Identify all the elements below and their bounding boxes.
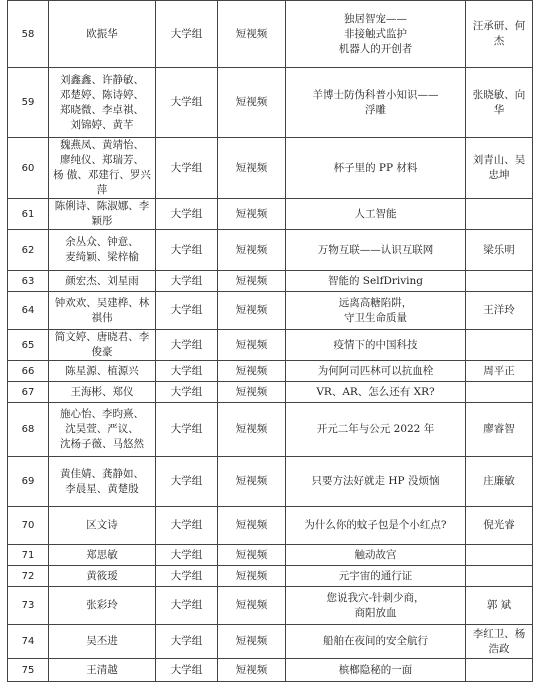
row-number: 72	[8, 566, 49, 587]
row-number: 73	[8, 587, 49, 625]
row-number: 63	[8, 271, 49, 292]
row-group: 大学组	[156, 566, 218, 587]
row-members: 张彩玲	[49, 587, 156, 625]
row-category: 短视频	[218, 68, 286, 138]
row-group: 大学组	[156, 403, 218, 457]
row-number: 74	[8, 625, 49, 659]
row-number: 59	[8, 68, 49, 138]
table-row	[8, 330, 533, 361]
table-row	[8, 230, 533, 271]
row-members: 郑思敏	[49, 545, 156, 566]
row-category: 短视频	[218, 457, 286, 507]
row-title: 独居智宠—— 非接触式监护 机器人的开创者	[286, 1, 466, 68]
row-group: 大学组	[156, 361, 218, 382]
row-mentor: 倪光睿	[466, 507, 533, 545]
row-members: 吴丕进	[49, 625, 156, 659]
row-group: 大学组	[156, 457, 218, 507]
row-members: 区文诗	[49, 507, 156, 545]
row-members: 余丛众、钟意、 麦绮颖、梁梓榆	[49, 230, 156, 271]
row-category: 短视频	[218, 625, 286, 659]
row-title: VR、AR、怎么还有 XR?	[286, 382, 466, 403]
row-category: 短视频	[218, 659, 286, 682]
row-number: 71	[8, 545, 49, 566]
row-mentor: 梁乐明	[466, 230, 533, 271]
table-row	[8, 138, 533, 199]
results-table	[7, 0, 533, 682]
row-mentor	[466, 545, 533, 566]
row-category: 短视频	[218, 199, 286, 230]
table-row	[8, 625, 533, 659]
row-number: 67	[8, 382, 49, 403]
table-row	[8, 659, 533, 682]
row-members: 简文婷、唐晓君、李俊豪	[49, 330, 156, 361]
table-row	[8, 382, 533, 403]
row-category: 短视频	[218, 587, 286, 625]
row-mentor: 郭 斌	[466, 587, 533, 625]
row-members: 刘鑫鑫、许静敏、 邓楚婷、陈诗婷、 郑晓微、李卓祺、 刘锦婷、黄芊	[49, 68, 156, 138]
row-members: 王清越	[49, 659, 156, 682]
table-row	[8, 1, 533, 68]
row-mentor: 张晓敏、向 华	[466, 68, 533, 138]
row-group: 大学组	[156, 545, 218, 566]
row-mentor: 汪承研、何 杰	[466, 1, 533, 68]
row-category: 短视频	[218, 1, 286, 68]
row-members: 魏燕凤、黄靖怡、 廖纯仪、郑瑞芳、 杨 傲、邓建行、罗兴萍	[49, 138, 156, 199]
row-title: 杯子里的 PP 材料	[286, 138, 466, 199]
row-group: 大学组	[156, 507, 218, 545]
row-mentor	[466, 330, 533, 361]
row-mentor: 廖睿智	[466, 403, 533, 457]
row-group: 大学组	[156, 1, 218, 68]
row-group: 大学组	[156, 271, 218, 292]
row-title: 开元二年与公元 2022 年	[286, 403, 466, 457]
table-row	[8, 361, 533, 382]
table-row	[8, 403, 533, 457]
row-members: 黄筱瑷	[49, 566, 156, 587]
row-title: 为何阿司匹林可以抗血栓	[286, 361, 466, 382]
row-group: 大学组	[156, 382, 218, 403]
table-row	[8, 271, 533, 292]
row-members: 王海彬、郑仪	[49, 382, 156, 403]
row-mentor: 王洋玲	[466, 292, 533, 330]
table-row	[8, 566, 533, 587]
row-group: 大学组	[156, 292, 218, 330]
row-category: 短视频	[218, 545, 286, 566]
row-number: 75	[8, 659, 49, 682]
row-category: 短视频	[218, 382, 286, 403]
row-number: 64	[8, 292, 49, 330]
row-group: 大学组	[156, 587, 218, 625]
table-row	[8, 199, 533, 230]
row-number: 69	[8, 457, 49, 507]
table-row	[8, 545, 533, 566]
row-members: 黄佳婧、龚静如、 李晨星、黄楚殷	[49, 457, 156, 507]
row-number: 62	[8, 230, 49, 271]
row-number: 60	[8, 138, 49, 199]
table-body	[8, 1, 533, 682]
row-group: 大学组	[156, 330, 218, 361]
row-title: 为什么你的蚊子包是个小红点?	[286, 507, 466, 545]
row-group: 大学组	[156, 625, 218, 659]
row-members: 欧振华	[49, 1, 156, 68]
row-mentor	[466, 271, 533, 292]
row-title: 羊博士防伪科普小知识—— 浮雕	[286, 68, 466, 138]
table-row	[8, 68, 533, 138]
row-number: 66	[8, 361, 49, 382]
row-members: 陈俐诗、陈淑娜、李颖彤	[49, 199, 156, 230]
row-number: 58	[8, 1, 49, 68]
row-title: 您说我穴-针刺少商， 商阳放血	[286, 587, 466, 625]
row-title: 触动故宫	[286, 545, 466, 566]
row-number: 68	[8, 403, 49, 457]
row-group: 大学组	[156, 138, 218, 199]
row-mentor: 李红卫、杨 浩政	[466, 625, 533, 659]
row-category: 短视频	[218, 292, 286, 330]
table-row	[8, 507, 533, 545]
table-row	[8, 587, 533, 625]
row-members: 陈星源、植源兴	[49, 361, 156, 382]
row-group: 大学组	[156, 659, 218, 682]
row-title: 万物互联——认识互联网	[286, 230, 466, 271]
row-category: 短视频	[218, 361, 286, 382]
row-category: 短视频	[218, 566, 286, 587]
row-title: 船舶在夜间的安全航行	[286, 625, 466, 659]
row-group: 大学组	[156, 68, 218, 138]
row-mentor	[466, 199, 533, 230]
row-mentor: 刘青山、吴 忠坤	[466, 138, 533, 199]
row-title: 远离高糖陷阱， 守卫生命质量	[286, 292, 466, 330]
row-title: 智能的 SelfDriving	[286, 271, 466, 292]
row-title: 疫情下的中国科技	[286, 330, 466, 361]
row-group: 大学组	[156, 199, 218, 230]
row-category: 短视频	[218, 403, 286, 457]
row-title: 只要方法好就走 HP 没烦恼	[286, 457, 466, 507]
row-category: 短视频	[218, 271, 286, 292]
row-mentor: 周平正	[466, 361, 533, 382]
row-number: 61	[8, 199, 49, 230]
row-category: 短视频	[218, 507, 286, 545]
row-category: 短视频	[218, 230, 286, 271]
row-group: 大学组	[156, 230, 218, 271]
row-members: 施心怡、李昀熹、 沈昊萱、严议、 沈杨子薇、马悠然	[49, 403, 156, 457]
row-mentor	[466, 382, 533, 403]
row-mentor: 庄廉敏	[466, 457, 533, 507]
row-category: 短视频	[218, 330, 286, 361]
row-number: 65	[8, 330, 49, 361]
row-number: 70	[8, 507, 49, 545]
row-category: 短视频	[218, 138, 286, 199]
table-row	[8, 292, 533, 330]
row-mentor	[466, 659, 533, 682]
row-title: 元宇宙的通行证	[286, 566, 466, 587]
row-members: 颜宏杰、刘星雨	[49, 271, 156, 292]
table-row	[8, 457, 533, 507]
row-members: 钟欢欢、吴建桦、林祺伟	[49, 292, 156, 330]
row-title: 槟榔隐秘的一面	[286, 659, 466, 682]
row-mentor	[466, 566, 533, 587]
row-title: 人工智能	[286, 199, 466, 230]
